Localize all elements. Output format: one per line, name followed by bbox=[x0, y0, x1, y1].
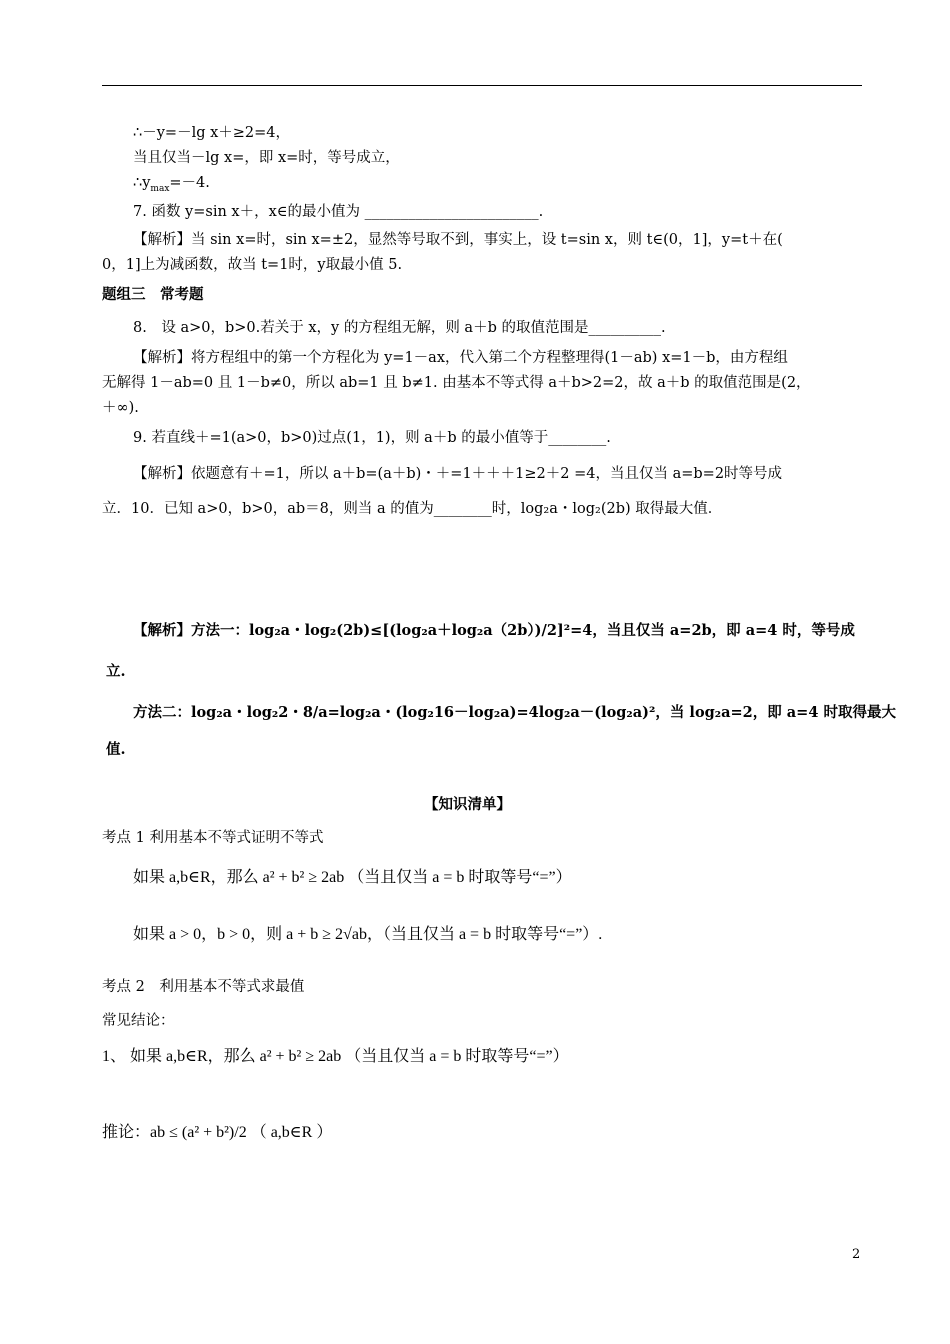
solution-10-method-2-line-2: 值. bbox=[106, 741, 126, 758]
section-heading-group-3: 题组三 常考题 bbox=[102, 286, 204, 303]
solution-9-line-1: 【解析】依题意有＋=1，所以 a＋b=(a＋b)・＋=1＋＋＋1≥2＋2 =4，当且仅当 a=b=2时等号成 bbox=[133, 466, 783, 482]
corollary: 推论：ab ≤ (a² + b²)/2 （ a,b∈R ） bbox=[102, 1124, 333, 1141]
solution-7-line-1: 【解析】当 sin x=时，sin x=±2，显然等号取不到，事实上，设 t=sin x，则 t∈(0，1]，y=t＋在( bbox=[133, 232, 783, 248]
header-rule bbox=[102, 85, 862, 86]
solution-8-line-2: 无解得 1－ab=0 且 1－b≠0，所以 ab=1 且 b≠1. 由基本不等式得 a＋b>2=2，故 a＋b 的取值范围是(2， bbox=[102, 375, 811, 391]
question-9: 9. 若直线＋=1(a>0，b>0)过点(1，1)，则 a＋b 的最小值等于________. bbox=[133, 430, 611, 446]
solution-8-line-3: ＋∞). bbox=[102, 400, 139, 416]
common-conclusions-label: 常见结论： bbox=[102, 1013, 175, 1029]
question-10: 立．10．已知 a>0，b>0，ab＝8，则当 a 的值为________时，log₂a・log₂(2b) 取得最大值． bbox=[102, 501, 723, 517]
text-line-1: ∴－y=－lg x＋≥2=4， bbox=[133, 125, 291, 141]
text-line-2: 当且仅当－lg x=，即 x=时，等号成立， bbox=[133, 150, 400, 166]
ymax-subscript: max bbox=[150, 183, 170, 194]
conclusion-1: 1、 如果 a,b∈R，那么 a² + b² ≥ 2ab （当且仅当 a = b 时取等号“=”） bbox=[102, 1048, 569, 1065]
topic-1-statement-2: 如果 a > 0，b > 0，则 a + b ≥ 2√ab，（当且仅当 a = b 时取等号“=”）. bbox=[133, 926, 603, 943]
solution-10-method-1-line-2: 立. bbox=[106, 663, 126, 680]
solution-10-method-1-line-1: 【解析】方法一：log₂a・log₂(2b)≤[(log₂a＋log₂a（2b）)/2]²=4，当且仅当 a=2b，即 a=4 时，等号成 bbox=[133, 622, 855, 639]
page-number: 2 bbox=[852, 1247, 861, 1262]
ymax-symbol: ∴y bbox=[133, 175, 151, 191]
text-line-3 bbox=[133, 173, 210, 199]
question-7: 7. 函数 y=sin x＋，x∈的最小值为 ________________________. bbox=[133, 204, 544, 220]
topic-1-statement-1: 如果 a,b∈R，那么 a² + b² ≥ 2ab （当且仅当 a = b 时取等号“=”） bbox=[133, 869, 572, 886]
topic-1-heading: 考点 1 利用基本不等式证明不等式 bbox=[102, 830, 324, 846]
solution-8-line-1: 【解析】将方程组中的第一个方程化为 y=1－ax，代入第二个方程整理得(1－ab) x=1－b，由方程组 bbox=[133, 350, 788, 366]
topic-2-heading: 考点 2 利用基本不等式求最值 bbox=[102, 979, 305, 995]
ymax-value: =－4. bbox=[169, 175, 210, 191]
solution-7-line-2: 0，1]上为减函数，故当 t=1时，y取最小值 5. bbox=[102, 257, 403, 273]
solution-10-method-2-line-1: 方法二：log₂a・log₂2・8/a=log₂a・(log₂16－log₂a)=4log₂a－(log₂a)²，当 log₂a=2，即 a=4 时取得最大 bbox=[133, 704, 896, 721]
question-8: 8. 设 a>0，b>0.若关于 x，y 的方程组无解，则 a＋b 的取值范围是__________. bbox=[133, 320, 666, 336]
knowledge-list-heading: 【知识清单】 bbox=[424, 796, 511, 813]
